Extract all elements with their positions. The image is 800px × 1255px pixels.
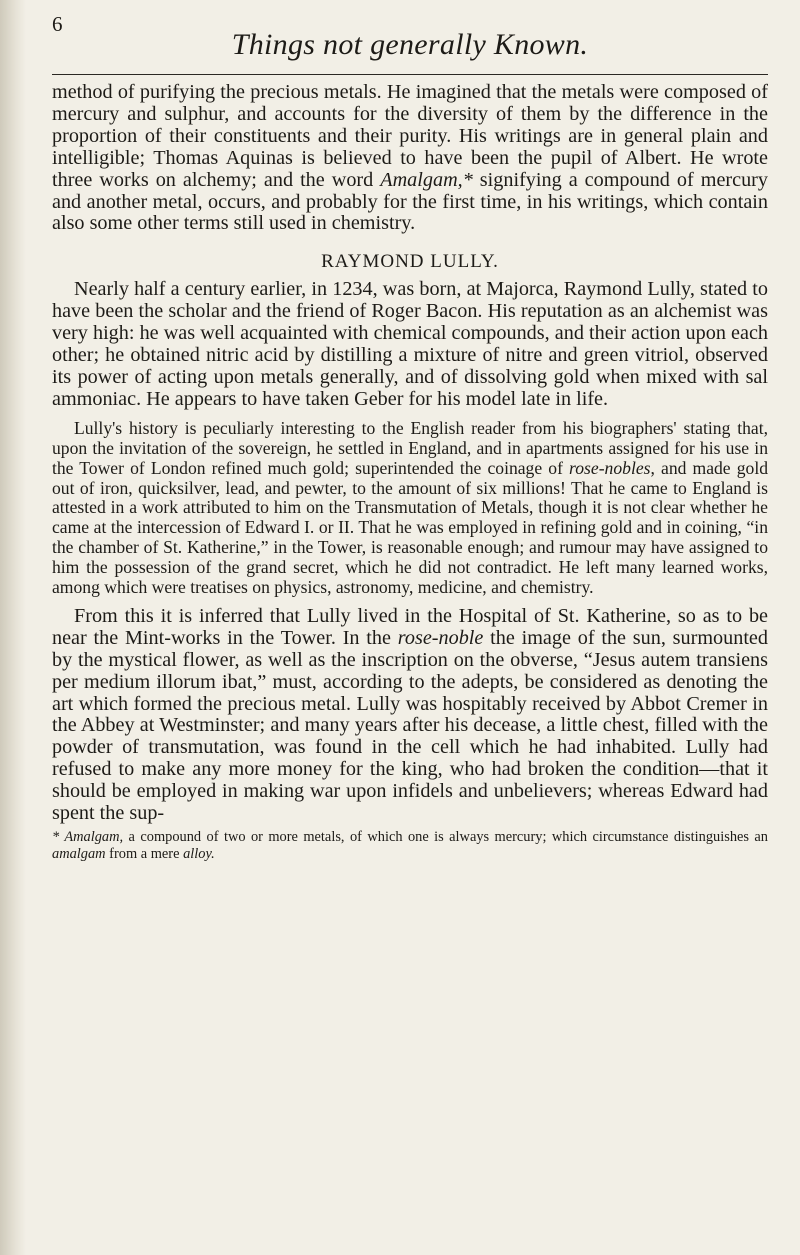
footnote-text: a compound of two or more metals, of which one is always mercury; which circumstance distinguishes an <box>123 829 769 845</box>
footnote-alloy: alloy. <box>183 845 215 862</box>
header-rule <box>52 74 768 75</box>
rose-noble-term: rose-noble <box>397 626 484 649</box>
paragraph-text: Lully's history is peculiarly interesting to the English reader from his biographers' stating that, upon the invitation of the sovereign, he settled in England, and in apartments assigned for his use in the Tower of London refined much gold; superintended the coinage of <box>52 417 768 478</box>
paragraph-text: From this it is inferred that Lully lived in the Hospital of St. Katherine, so as to be near the Mint-works in the Tower. In the <box>52 604 768 649</box>
footnote-term: * Amalgam, <box>52 829 124 845</box>
binding-gutter <box>0 0 26 1255</box>
paragraph-st-katherine <box>52 606 768 825</box>
paragraph-text: , and made gold out of iron, quicksilver, lead, and pewter, to the amount of six millions! That he came to England is attested in a work attributed to him on the Transmutation of Metals, though it is not clear whether he came at the intercession of Edward I. or II. That he was employed in refining gold and in coining, “in the chamber of St. Katherine,” in the Tower, is reasonable enough; and rumour may have assigned to him the possession of the grand secret, which he did not contradict. He left many learned works, among which were treatises on physics, astronomy, medicine, and chemistry. <box>52 457 768 598</box>
page-number: 6 <box>52 12 63 36</box>
running-title: Things not generally Known. <box>231 28 589 61</box>
footnote-amalgam: amalgam <box>52 845 106 862</box>
paragraph-text: the image of the sun, surmounted by the mystical flower, as well as the inscription on the obverse, “Jesus autem transiens per medium illorum ibat,” must, according to the adepts, be considered as denoting the art which formed the precious metal. Lully was hospitably received by Abbot Cremer in the Abbey at Westminster; and many years after his decease, a little chest, filled with the powder of transmutation, was found in the cell which he had inhabited. Lully had refused to make any more money for the king, who had broken the condition—that it should be employed in making war upon infidels and unbelievers; whereas Edward had spent the sup- <box>52 626 768 825</box>
paragraph-text: signifying a compound of mercury and another metal, occurs, and probably for the first time, in his writings, which contain also some other terms still used in chemistry. <box>52 168 768 235</box>
footnote <box>52 829 768 862</box>
amalgam-term: Amalgam,* <box>380 168 473 191</box>
section-heading: RAYMOND LULLY. <box>321 251 499 273</box>
book-page <box>52 0 768 1255</box>
rose-nobles-term: rose-nobles <box>569 457 651 478</box>
paragraph-text: method of purifying the precious metals. He imagined that the metals were composed of mercury and sulphur, and accounts for the diversity of them by the difference in the proportion of their constituents and their purity. His writings are in general plain and intelligible; Thomas Aquinas is believed to have been the pupil of Albert. He wrote three works on alchemy; and the word <box>52 81 768 191</box>
paragraph-lully-intro: Nearly half a century earlier, in 1234, was born, at Majorca, Raymond Lully, stated to have been the scholar and the friend of Roger Bacon. His reputation as an alchemist was very high: he was well acquainted with chemical compounds, and their action upon each other; he obtained nitric acid by distilling a mixture of nitre and green vitriol, observed its power of acting upon metals generally, and of dissolving gold when mixed with sal ammoniac. He appears to have taken Geber for his model late in life. <box>52 278 768 410</box>
footnote-text: from a mere <box>105 845 184 862</box>
page-header <box>52 0 768 82</box>
paragraph-lully-history <box>52 419 768 598</box>
paragraph-albert <box>52 82 768 235</box>
